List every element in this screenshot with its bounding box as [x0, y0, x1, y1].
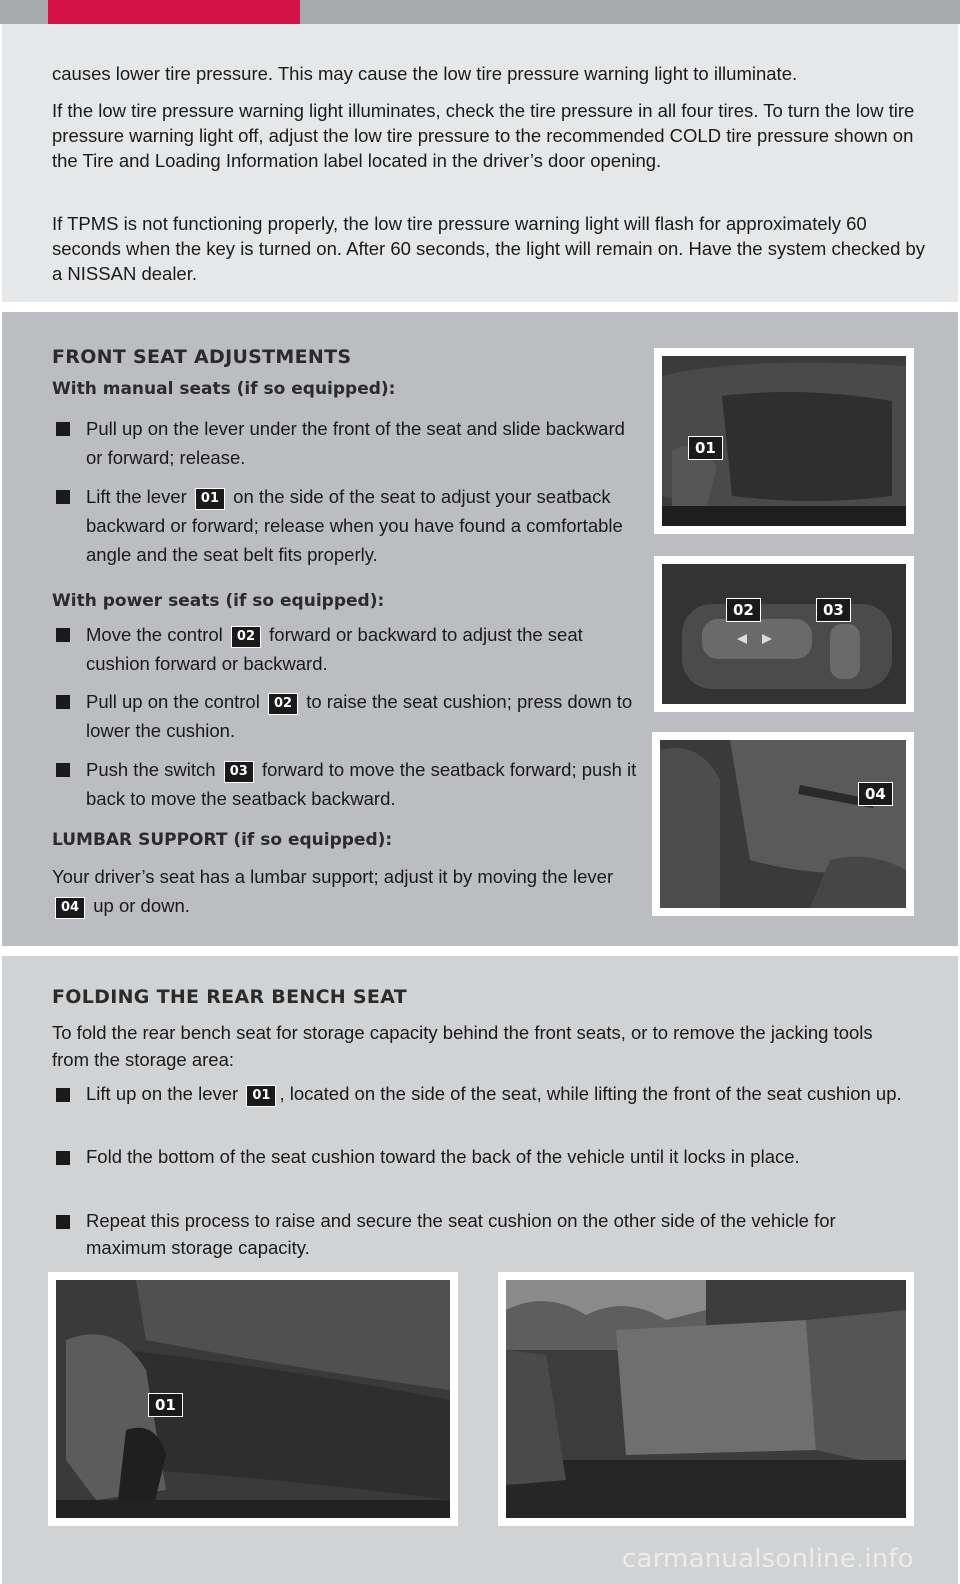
text-fragment: on the side of the seat to adjust your seatback backward or forward; release when you have found a comfortable angle and the seat belt fits properly.: [86, 486, 623, 565]
bullet-text: [86, 687, 642, 745]
text-fragment: to raise the seat cushion; press down to lower the cushion.: [86, 691, 633, 741]
bullet-item: [52, 687, 642, 745]
watermark: carmanualsonline.info: [622, 1544, 914, 1574]
callout-badge: 01: [688, 436, 723, 460]
power-seat-controls-photo: [654, 556, 914, 712]
lumbar-lever-photo: [652, 732, 914, 916]
bullet-item: [52, 1207, 912, 1261]
accent-tab: [48, 0, 300, 24]
folded-seat-photo: [498, 1272, 914, 1526]
bullet-text: Repeat this process to raise and secure the seat cushion on the other side of the vehicle for maximum storage capacity.: [86, 1210, 836, 1258]
bullet-text: Fold the bottom of the seat cushion toward the back of the vehicle until it locks in place.: [86, 1146, 800, 1167]
manual-seats-heading: With manual seats (if so equipped):: [52, 379, 396, 399]
bullet-text: [86, 482, 642, 569]
callout-badge: 03: [224, 761, 254, 783]
lumbar-text: [52, 862, 622, 920]
callout-badge: 02: [726, 598, 761, 622]
text-fragment: up or down.: [93, 895, 190, 916]
bullet-marker: [56, 763, 70, 777]
rear-seat-panel: [2, 956, 958, 1584]
power-seats-heading: With power seats (if so equipped):: [52, 591, 385, 611]
callout-badge: 04: [55, 897, 85, 919]
callout-badge: 01: [246, 1085, 276, 1107]
photo-frame: [506, 1280, 906, 1518]
callout-badge: 03: [816, 598, 851, 622]
callout-badge: 01: [148, 1393, 183, 1417]
tpms-paragraph-1: causes lower tire pressure. This may cause the low tire pressure warning light to illuminate.: [52, 63, 798, 84]
bullet-text: Pull up on the lever under the front of the seat and slide backward or forward; release.: [86, 418, 625, 468]
bullet-marker: [56, 1215, 70, 1229]
rear-lever-image: [56, 1280, 450, 1518]
rear-seat-intro: To fold the rear bench seat for storage capacity behind the front seats, or to remove the jacking tools from the storage area:: [52, 1022, 873, 1070]
callout-badge: 02: [268, 693, 298, 715]
text-fragment: , located on the side of the seat, while lifting the front of the seat cushion up.: [279, 1083, 902, 1104]
photo-frame: [660, 740, 906, 908]
bullet-item: [52, 1080, 912, 1107]
text-fragment: Lift the lever: [86, 486, 187, 507]
bullet-item: [52, 1143, 912, 1170]
photo-frame: [662, 564, 906, 704]
text-fragment: Pull up on the control: [86, 691, 260, 712]
callout-badge: 04: [858, 782, 893, 806]
photo-frame: [56, 1280, 450, 1518]
bullet-item: [52, 620, 642, 678]
text-fragment: forward to move the seatback forward; push it back to move the seatback backward.: [86, 759, 637, 809]
bullet-marker: [56, 1151, 70, 1165]
bullet-item: [52, 414, 642, 472]
bullet-text: [86, 755, 642, 813]
bullet-text: [86, 620, 642, 678]
lumbar-lever-image: [660, 740, 906, 908]
front-seat-panel: [2, 312, 958, 946]
callout-badge: 01: [195, 488, 225, 510]
top-bar: [0, 0, 960, 24]
text-fragment: Your driver’s seat has a lumbar support; adjust it by moving the lever: [52, 866, 614, 887]
bullet-text: [86, 1080, 912, 1107]
folded-seat-image: [506, 1280, 906, 1518]
power-controls-image: [662, 564, 906, 704]
tpms-paragraph-3: If TPMS is not functioning properly, the low tire pressure warning light will flash for approximately 60 seconds when the key is turned on. After 60 seconds, the light will remain on. Have the system checked by a NISSAN dealer.: [52, 213, 926, 284]
bullet-marker: [56, 628, 70, 642]
callout-badge: 02: [231, 626, 261, 648]
text-fragment: Move the control: [86, 624, 223, 645]
bullet-item: [52, 482, 642, 569]
text-fragment: forward or backward to adjust the seat cushion forward or backward.: [86, 624, 583, 674]
bullet-marker: [56, 490, 70, 504]
bullet-marker: [56, 695, 70, 709]
text-fragment: Lift up on the lever: [86, 1083, 239, 1104]
bullet-marker: [56, 1088, 70, 1102]
bullet-marker: [56, 422, 70, 436]
rear-seat-title: FOLDING THE REAR BENCH SEAT: [52, 986, 407, 1008]
text-fragment: Push the switch: [86, 759, 216, 780]
lumbar-heading: LUMBAR SUPPORT (if so equipped):: [52, 830, 393, 850]
front-seat-title: FRONT SEAT ADJUSTMENTS: [52, 346, 352, 368]
tpms-panel: [2, 24, 958, 302]
manual-seat-photo: [654, 348, 914, 534]
bullet-item: [52, 755, 642, 813]
tpms-paragraph-2: If the low tire pressure warning light illuminates, check the tire pressure in all four tires. To turn the low tire pressure warning light off, adjust the low tire pressure to the recommended COLD tire pressure shown on the Tire and Loading Information label located in the driver’s door opening.: [52, 100, 915, 171]
rear-lever-photo: [48, 1272, 458, 1526]
